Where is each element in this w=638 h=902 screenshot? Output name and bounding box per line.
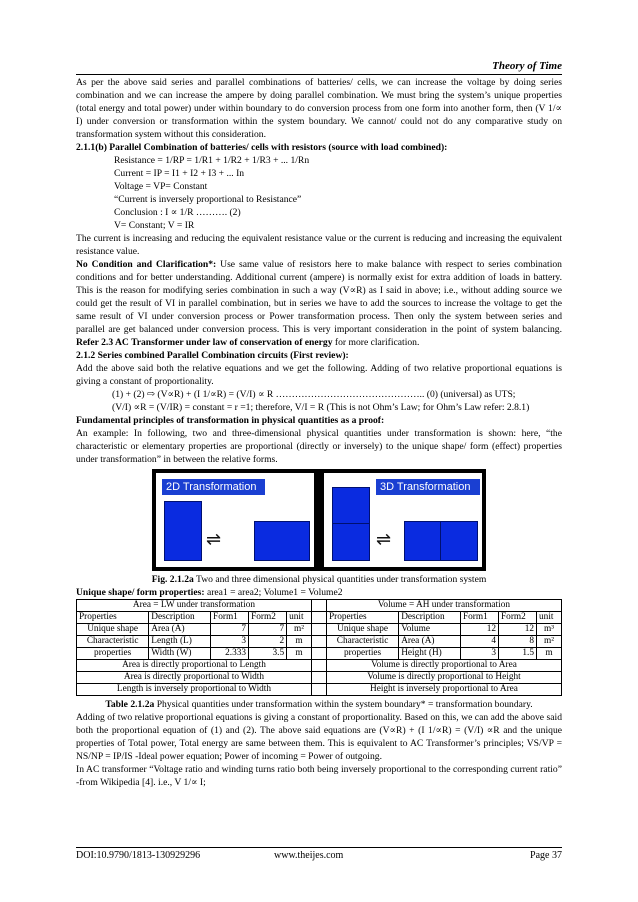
table-right-title: Volume = AH under transformation bbox=[326, 600, 561, 612]
equation-line: (1) + (2) ⇨ (V∝R) + (I 1/∝R) = (V/I) ∝ R ……………………………………….. (0) (universal) as UTS; bbox=[112, 389, 516, 400]
table-cell: m bbox=[287, 648, 312, 660]
table-cell: m³ bbox=[537, 624, 562, 636]
page bbox=[76, 0, 562, 902]
table-cell: 2.333 bbox=[211, 648, 249, 660]
figure-label-2d: 2D Transformation bbox=[162, 479, 265, 495]
table-cell: 2 bbox=[249, 636, 287, 648]
no-condition-paragraph bbox=[76, 258, 562, 349]
table-cell: Length (L) bbox=[149, 636, 211, 648]
no-condition-tail: for more clarification. bbox=[332, 337, 420, 348]
figure-caption-text: Two and three dimensional physical quantities under transformation system bbox=[193, 574, 487, 585]
table-cell: 7 bbox=[249, 624, 287, 636]
refer-link-text: Refer 2.3 AC Transformer under law of conservation of energy bbox=[76, 337, 333, 348]
table-spacer bbox=[311, 636, 326, 648]
equation-line: Voltage = VP= Constant bbox=[114, 181, 208, 192]
table-header: Properties bbox=[326, 612, 398, 624]
table-spacer bbox=[311, 612, 326, 624]
table-cell: properties bbox=[326, 648, 398, 660]
cube-block bbox=[404, 521, 442, 561]
cube-block bbox=[440, 521, 478, 561]
equation-line: Resistance = 1/RP = 1/R1 + 1/R2 + 1/R3 + ... 1/Rn bbox=[114, 155, 310, 166]
cube-block bbox=[332, 487, 370, 525]
article-body bbox=[76, 76, 562, 789]
table-cell: Characteristic bbox=[77, 636, 149, 648]
no-condition-lead: No Condition and Clarification*: bbox=[76, 259, 217, 270]
table-cell: Volume bbox=[399, 624, 461, 636]
table-spacer bbox=[311, 600, 326, 612]
section-2-1-1b-heading: 2.1.1(b) Parallel Combination of batteries/ cells with resistors (source with load combined): bbox=[76, 142, 448, 153]
footer-doi: DOI:10.9790/1813-130929296 bbox=[76, 850, 201, 861]
table-caption-number: Table 2.1.2a bbox=[105, 699, 155, 710]
no-condition-text: Use same value of resistors here to make balance with respect to series combination conditions and for better understanding. Additional current (ampere) is normally exist for extra addition of loads in battery. This is the reason for modifying series combination in such a way (V∝R) as I said in above; i.e., without adding source we could get the result of VI in parallel combination, but in series we have to add the sources to increase the voltage to get the same result of VI under conversion process or Power transformation process. Then only the system between series and parallel are get balanced under conversion process. This is very important consideration in the point of system balancing. bbox=[76, 259, 562, 335]
table-spacer bbox=[311, 672, 326, 684]
table-header: unit bbox=[537, 612, 562, 624]
equation-line: Conclusion : I ∝ 1/R ………. (2) bbox=[114, 207, 241, 218]
fundamental-principles-heading: Fundamental principles of transformation in physical quantities as a proof: bbox=[76, 415, 385, 426]
table-cell: Height (H) bbox=[399, 648, 461, 660]
transformation-figure bbox=[152, 469, 486, 571]
table-cell: 3.5 bbox=[249, 648, 287, 660]
footer-rule bbox=[76, 847, 562, 848]
cube-block bbox=[332, 523, 370, 561]
table-row bbox=[77, 636, 562, 648]
table-cell: 3 bbox=[460, 648, 498, 660]
square-block bbox=[164, 501, 202, 561]
table-row bbox=[77, 648, 562, 660]
closing-paragraph: In AC transformer “Voltage ratio and winding turns ratio both being inversely proportional to the corresponding current ratio” -from Wikipedia [4]. i.e., V 1/∝ I; bbox=[76, 764, 562, 788]
table-header: Form2 bbox=[499, 612, 537, 624]
footer-page-number: Page 37 bbox=[530, 850, 562, 861]
table-cell: Unique shape bbox=[326, 624, 398, 636]
table-cell: 12 bbox=[499, 624, 537, 636]
table-header: Description bbox=[399, 612, 461, 624]
table-cell: 3 bbox=[211, 636, 249, 648]
table-cell: properties bbox=[77, 648, 149, 660]
intro-paragraph: As per the above said series and parallel combinations of batteries/ cells, we can increase the voltage by doing series combination and we can increase the ampere by doing parallel combination. We must bring the system’s unique properties (total energy and total power) under within boundary to do conversion process from one form into another form, then (V 1/∝ I) under conversion or transformation within the system boundary. We cannot/ could not do any comparative study on transformation system without this consideration. bbox=[76, 77, 562, 140]
table-header: Form1 bbox=[211, 612, 249, 624]
table-left-title: Area = LW under transformation bbox=[77, 600, 312, 612]
table-cell: 7 bbox=[211, 624, 249, 636]
properties-table bbox=[76, 599, 562, 696]
table-note: Area is directly proportional to Length bbox=[77, 660, 312, 672]
unique-shape-text: area1 = area2; Volume1 = Volume2 bbox=[204, 587, 343, 598]
table-note: Height is inversely proportional to Area bbox=[326, 684, 561, 696]
table-cell: m² bbox=[537, 636, 562, 648]
table-spacer bbox=[311, 660, 326, 672]
table-cell: 8 bbox=[499, 636, 537, 648]
table-cell: m bbox=[287, 636, 312, 648]
square-block bbox=[254, 521, 310, 561]
table-header: Form2 bbox=[249, 612, 287, 624]
figure-label-3d: 3D Transformation bbox=[376, 479, 480, 495]
table-cell: 1.5 bbox=[499, 648, 537, 660]
closing-paragraph: Adding of two relative proportional equations is giving a constant of proportionality. Based on this, we can add the above said both the proportional equation of (1) and (2). The above said equations are (V∝R) + (I 1/∝R) = (V/I) ∝R and the unique properties of Total power, Total energy are same between them. This is equivalent to AC Transformer’s principles; VS/VP = NS/NP = IP/IS -Ideal power equation; Power of incoming = Power of outgoing. bbox=[76, 712, 562, 762]
table-caption-text: Physical quantities under transformation within the system boundary* = transformation boundary. bbox=[154, 699, 533, 710]
table-cell: m bbox=[537, 648, 562, 660]
figure-panel-3d bbox=[324, 473, 482, 567]
table-cell: Characteristic bbox=[326, 636, 398, 648]
equation-line: (V/I) ∝R = (V/IR) = constant = r =1; therefore, V/I = R (This is not Ohm’s Law; for Ohm’s Law refer: 2.8.1) bbox=[112, 402, 530, 413]
table-note: Volume is directly proportional to Height bbox=[326, 672, 561, 684]
table-header: Description bbox=[149, 612, 211, 624]
table-row bbox=[77, 624, 562, 636]
figure-panel-2d bbox=[156, 473, 314, 567]
table-spacer bbox=[311, 684, 326, 696]
exchange-arrows-icon: ⇌ bbox=[376, 529, 392, 550]
figure-caption-number: Fig. 2.1.2a bbox=[151, 574, 194, 585]
table-note: Area is directly proportional to Width bbox=[77, 672, 312, 684]
equation-line: V= Constant; V = IR bbox=[114, 220, 195, 231]
table-cell: Width (W) bbox=[149, 648, 211, 660]
paragraph: Add the above said both the relative equations and we get the following. Adding of two relative proportional equations is giving a constant of proportionality. bbox=[76, 363, 562, 387]
unique-shape-line bbox=[76, 586, 562, 599]
equation-line: Current = IP = I1 + I2 + I3 + ... In bbox=[114, 168, 245, 179]
table-cell: Area (A) bbox=[149, 624, 211, 636]
paragraph: An example: In following, two and three-dimensional physical quantities under transformation is shown: here, “the characteristic or elementary properties are proportional (directly or inversely) to the unique shape/ form (effect) properties under transformation” in between the relative forms. bbox=[76, 428, 562, 465]
table-spacer bbox=[311, 648, 326, 660]
table-caption bbox=[76, 698, 562, 711]
table-header: unit bbox=[287, 612, 312, 624]
table-cell: 4 bbox=[460, 636, 498, 648]
table-note: Volume is directly proportional to Area bbox=[326, 660, 561, 672]
table-header: Form1 bbox=[460, 612, 498, 624]
equation-line: “Current is inversely proportional to Resistance” bbox=[114, 194, 302, 205]
running-header: Theory of Time bbox=[492, 60, 562, 72]
table-note: Length is inversely proportional to Width bbox=[77, 684, 312, 696]
paragraph: The current is increasing and reducing the equivalent resistance value or the current is reducing and increasing the equivalent resistance value. bbox=[76, 233, 562, 257]
table-cell: Unique shape bbox=[77, 624, 149, 636]
table-spacer bbox=[311, 624, 326, 636]
unique-shape-lead: Unique shape/ form properties: bbox=[76, 587, 205, 598]
figure-caption bbox=[76, 573, 562, 586]
footer-url[interactable]: www.theijes.com bbox=[274, 850, 344, 861]
table-cell: m² bbox=[287, 624, 312, 636]
exchange-arrows-icon: ⇌ bbox=[206, 529, 222, 550]
table-cell: 12 bbox=[460, 624, 498, 636]
table-header: Properties bbox=[77, 612, 149, 624]
header-rule bbox=[76, 74, 562, 75]
section-2-1-2-heading: 2.1.2 Series combined Parallel Combination circuits (First review): bbox=[76, 350, 349, 361]
table-cell: Area (A) bbox=[399, 636, 461, 648]
